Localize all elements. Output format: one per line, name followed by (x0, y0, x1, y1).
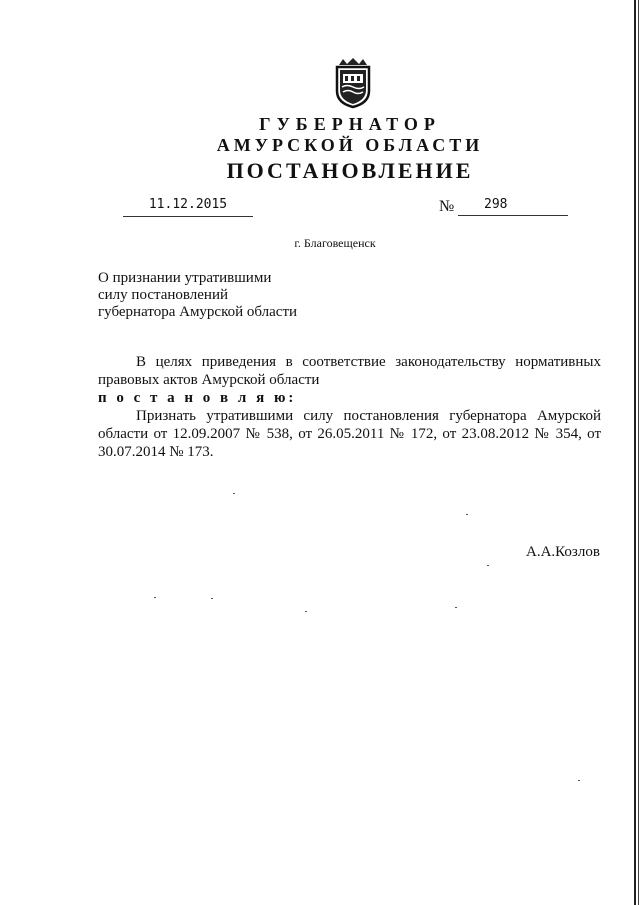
scan-speck (154, 597, 156, 598)
number-sign: № (439, 198, 455, 215)
subject-line: губернатора Амурской области (98, 304, 298, 320)
resolve-word: п о с т а н о в л я ю: (98, 390, 297, 406)
document-date: 11.12.2015 (123, 196, 253, 217)
scan-speck (578, 780, 580, 781)
scan-speck (466, 514, 468, 515)
signatory-name: А.А.Козлов (526, 544, 600, 560)
scan-speck (211, 598, 213, 599)
subject-line: силу постановлений (98, 287, 229, 303)
coat-of-arms-icon (331, 57, 375, 109)
document-number: 298 (458, 196, 568, 216)
preamble-paragraph: В целях приведения в соответствие законодательству нормативных правовых актов Амурской области (98, 354, 601, 388)
resolution-paragraph: Признать утратившими силу постановления губернатора Амурской области от 12.09.2007 № 538, от 26.05.2011 № 172, от 23.08.2012 № 354, от 30.07.2014 № 173. (98, 408, 601, 460)
scan-speck (305, 611, 307, 612)
authority-title-line2: АМУРСКОЙ ОБЛАСТИ (216, 135, 484, 155)
authority-title-line1: ГУБЕРНАТОР (259, 114, 441, 134)
scan-speck (487, 565, 489, 566)
subject-line: О признании утратившими (98, 270, 272, 286)
scan-speck (455, 607, 457, 608)
scan-speck (233, 493, 235, 494)
document-type-title: ПОСТАНОВЛЕНИЕ (226, 158, 474, 183)
document-subject (98, 270, 297, 321)
document-body (98, 353, 601, 461)
issue-city: г. Благовещенск (294, 236, 376, 250)
